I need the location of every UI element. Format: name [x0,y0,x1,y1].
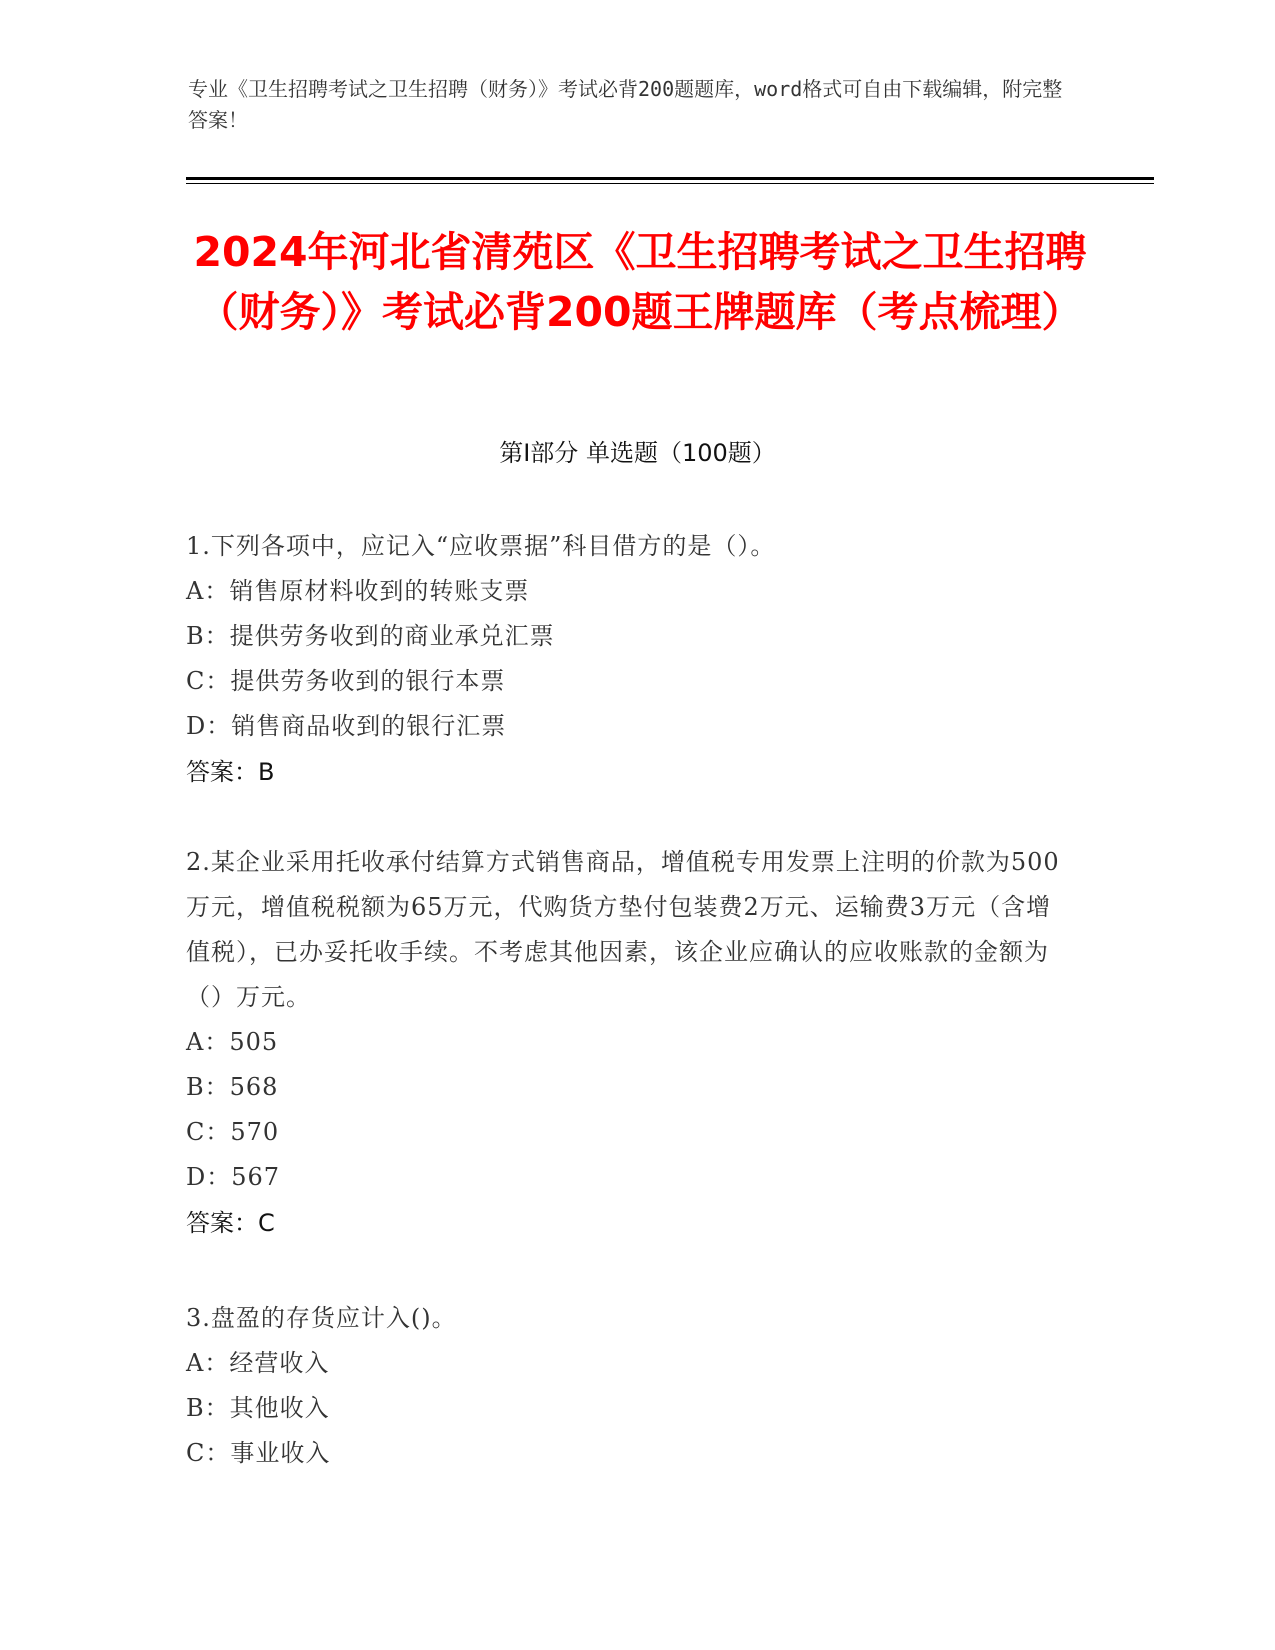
header-divider-thick [186,177,1154,180]
question-2 [186,840,1076,1246]
question-3-option-a: A：经营收入 [186,1349,330,1377]
question-1-answer: 答案：B [186,758,275,786]
question-2-option-c: C：570 [186,1118,280,1146]
header-divider-thin [186,183,1154,184]
question-1-option-d: D：销售商品收到的银行汇票 [186,712,507,740]
document-title: 2024年河北省清苑区《卫生招聘考试之卫生招聘（财务）》考试必背200题王牌题库（考点梳理） [193,228,1087,336]
question-2-option-d: D：567 [186,1163,281,1191]
question-3-text: 3.盘盈的存货应计入()。 [186,1304,457,1332]
question-3-option-b: B：其他收入 [186,1394,330,1422]
question-2-option-a: A：505 [186,1028,279,1056]
section-heading: 第Ⅰ部分 单选题（100题） [499,439,776,467]
question-1-option-c: C：提供劳务收到的银行本票 [186,667,506,695]
question-1-option-b: B：提供劳务收到的商业承兑汇票 [186,622,555,650]
question-1 [186,524,1076,795]
question-2-option-b: B：568 [186,1073,279,1101]
question-3-option-c: C：事业收入 [186,1439,331,1467]
question-2-text: 2.某企业采用托收承付结算方式销售商品，增值税专用发票上注明的价款为500万元，增值税税额为65万元，代购货方垫付包装费2万元、运输费3万元（含增值税），已办妥托收手续。不考虑其他因素，该企业应确认的应收账款的金额为（）万元。 [186,848,1060,1011]
question-3 [186,1296,1076,1476]
document-header-note: 专业《卫生招聘考试之卫生招聘（财务）》考试必背200题题库，word格式可自由下载编辑，附完整答案！ [188,77,1063,132]
question-2-answer: 答案：C [186,1209,275,1237]
question-1-text: 1.下列各项中，应记入“应收票据”科目借方的是（）。 [186,532,776,560]
question-1-option-a: A：销售原材料收到的转账支票 [186,577,530,605]
